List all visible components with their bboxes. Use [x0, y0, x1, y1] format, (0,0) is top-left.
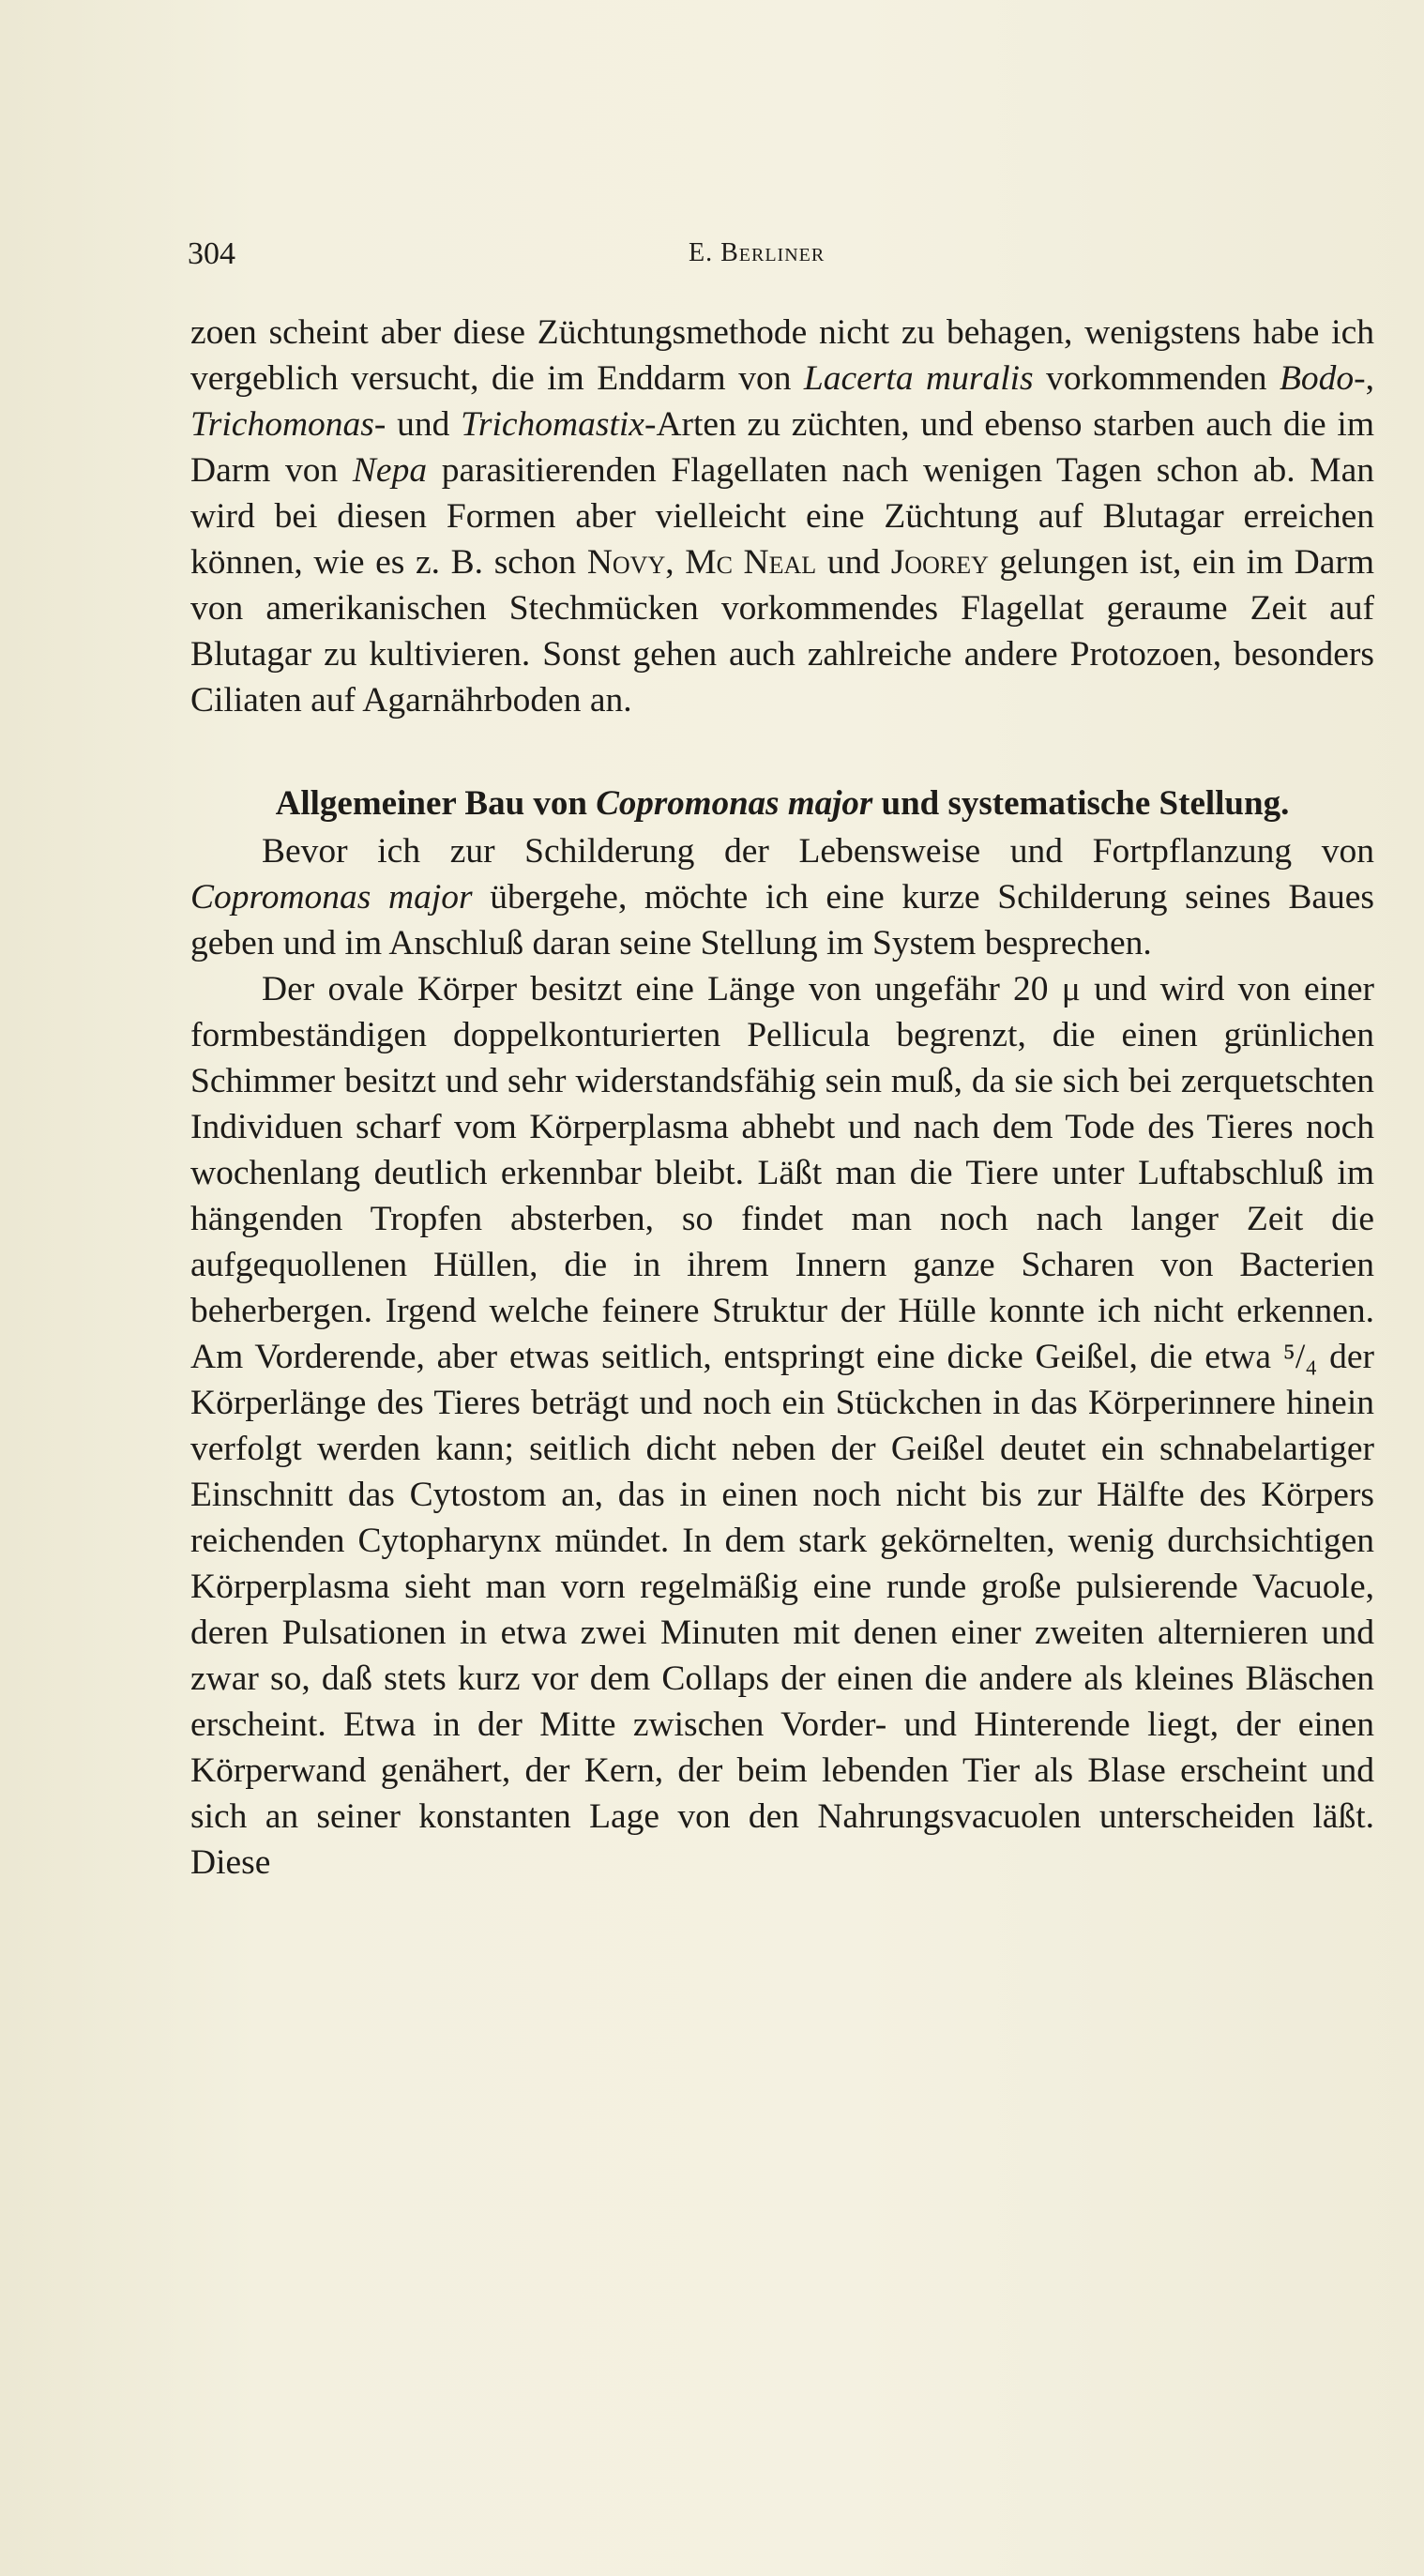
text-run: vorkommenden: [1033, 359, 1280, 398]
author-joorey: Joorey: [890, 543, 989, 582]
taxon-nepa: Nepa: [352, 451, 428, 490]
paragraph-continued: [190, 310, 1374, 723]
paragraph-intro: [190, 828, 1374, 966]
text-run: Bevor ich zur Schilderung der Lebensweise und Fortpflanzung von: [262, 832, 1374, 871]
text-run: parasitierenden Flagellaten nach wenigen Tagen schon ab. Man wird bei diesen Formen aber vielleicht eine Züchtung auf Blutagar erreichen können, wie es z. B. schon: [190, 451, 1374, 582]
text-run: Der ovale Körper besitzt eine Länge von ungefähr 20 μ und wird von einer formbeständigen doppelkonturierten Pellicula begrenzt, die einen grünlichen Schimmer besitzt und sehr widerstandsfähig sein muß, da sie sich bei zerquetschten Individuen scharf vom Körperplasma abhebt und nach dem Tode des Tieres noch wochenlang deutlich erkennbar bleibt. Läßt man die Tiere unter Luftabschluß im hängenden Tropfen absterben, so findet man noch nach langer Zeit die aufgequollenen Hüllen, die in ihrem Innern ganze Scharen von Bacterien beherbergen. Irgend welche feinere Struktur der Hülle konnte ich nicht erkennen. Am Vorderende, aber etwas seitlich, entspringt eine dicke Geißel, die etwa ⁵/₄ der Körperlänge des Tieres beträgt und noch ein Stückchen in das Körperinnere hinein verfolgt werden kann; seitlich dicht neben der Geißel deutet ein schnabelartiger Einschnitt das Cytostom an, das in einen noch nicht bis zur Hälfte des Körpers reichenden Cytopharynx mündet. In dem stark gekörnelten, wenig durchsichtigen Körperplasma sieht man vorn regelmäßig eine runde große pulsierende Vacuole, deren Pulsationen in etwa zwei Minuten mit denen einer zweiten alternieren und zwar so, daß stets kurz vor dem Collaps der einen die andere als kleines Bläschen erscheint. Etwa in der Mitte zwischen Vorder- und Hinterende liegt, der einen Körperwand genähert, der Kern, der beim lebenden Tier als Blase erscheint und sich an seiner konstanten Lage von den Nahrungsvacuolen unterscheiden läßt. Diese: [190, 970, 1374, 1882]
page-header: [188, 236, 1379, 274]
author-mcneal: Mc Neal: [685, 543, 817, 582]
taxon-copromonas-major: Copromonas major: [190, 878, 473, 917]
taxon-trichomastix: Trichomastix-: [461, 405, 657, 444]
author-novy: Novy: [586, 543, 666, 582]
text-run: und: [816, 543, 891, 582]
heading-text: Allgemeiner Bau von: [275, 784, 597, 823]
text-run: ,: [665, 543, 686, 582]
text-run: übergehe, möchte ich eine kurze Schilderung seines Baues geben und im Anschluß daran seine Stellung im System besprechen.: [190, 878, 1374, 962]
text-run: zoen scheint aber diese Züchtungsmethode nicht zu behagen, wenigstens habe ich vergeblich versucht, die im Enddarm von: [190, 313, 1374, 398]
text-run: gelungen ist, ein im Darm von amerikanischen Stechmücken vorkommendes Flagellat geraume Zeit auf Blutagar zu kultivieren. Sonst gehen auch zahlreiche andere Protozoen, besonders Ciliaten auf Agarnährboden an.: [190, 543, 1375, 720]
section-heading: [190, 781, 1374, 826]
text-run: und: [386, 405, 462, 444]
running-head: E. Berliner: [689, 238, 826, 267]
taxon-lacerta-muralis: Lacerta muralis: [803, 359, 1034, 398]
taxon-trichomonas: Trichomonas-: [190, 405, 386, 444]
taxon-bodo: Bodo-: [1279, 359, 1366, 398]
page-number: 304: [188, 236, 235, 271]
body-text: [190, 310, 1374, 1886]
paragraph-description: [190, 966, 1374, 1886]
text-run: ,: [1365, 359, 1374, 398]
heading-text: und systematische Stellung.: [872, 784, 1290, 823]
heading-taxon: Copromonas major: [596, 784, 873, 823]
text-run: Arten zu züchten, und ebenso starben auch die im Darm von: [190, 405, 1374, 490]
